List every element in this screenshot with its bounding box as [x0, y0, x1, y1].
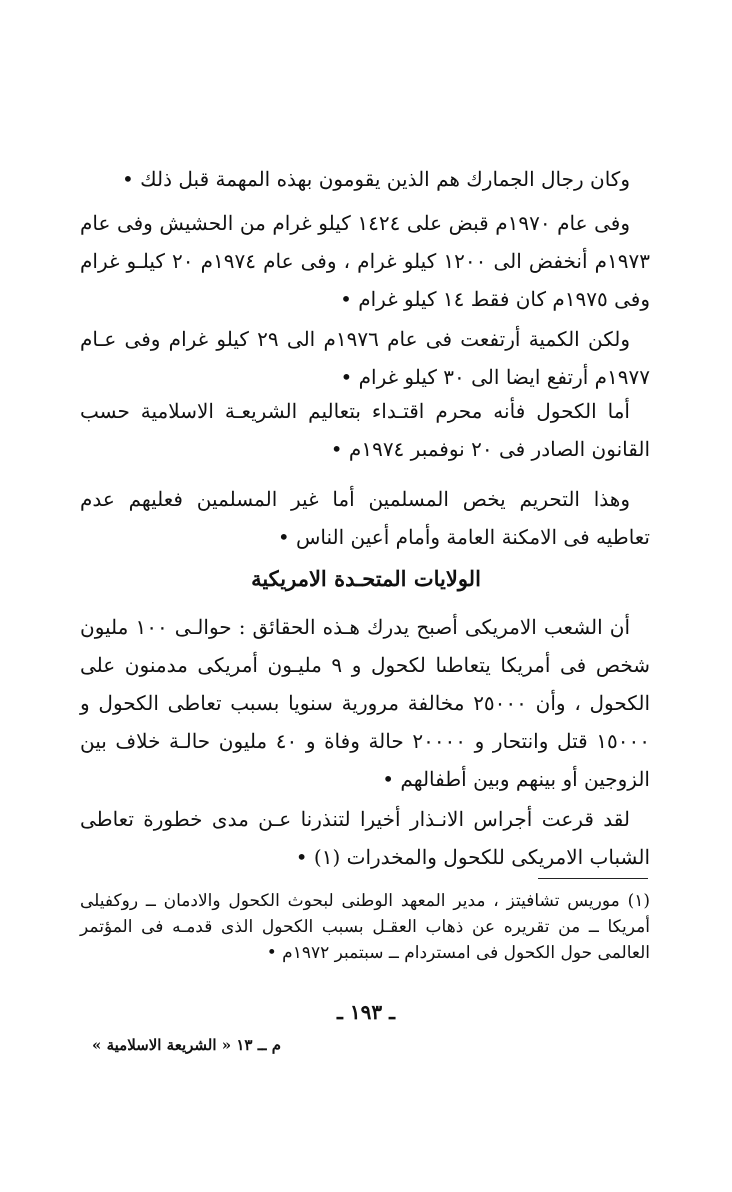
- signature-line: م ــ ١٣ « الشريعة الاسلامية »: [92, 1036, 281, 1054]
- paragraph-hashish-figures: [80, 204, 650, 318]
- paragraph-non-muslims: [80, 480, 650, 556]
- paragraph-american-statistics: [80, 608, 650, 798]
- paragraph-customs: [80, 160, 650, 198]
- paragraph-text: وكان رجال الجمارك هم الذين يقومون بهذه المهمة قبل ذلك •: [122, 167, 630, 191]
- footnote-divider: [538, 878, 648, 879]
- section-heading: الولايات المتحـدة الامريكية: [251, 566, 481, 591]
- paragraph-text: ولكن الكمية أرتفعت فى عام ١٩٧٦م الى ٢٩ كيلو غرام وفى عـام ١٩٧٧م أرتفع ايضا الى ٣٠ كيلو غرام •: [80, 327, 650, 389]
- paragraph-text: لقد قرعت أجراس الانـذار أخيرا لتنذرنا عـن مدى خطورة تعاطى الشباب الامريكى للكحول والمخدرات (١) •: [80, 807, 650, 869]
- paragraph-alcohol-prohibition: [80, 392, 650, 468]
- paragraph-alarm-bells: [80, 800, 650, 876]
- paragraph-text: أما الكحول فأنه محرم اقتـداء بتعاليم الشريعـة الاسلامية حسب القانون الصادر فى ٢٠ نوفمبر ١٩٧٤م •: [80, 399, 650, 461]
- paragraph-text: وفى عام ١٩٧٠م قبض على ١٤٢٤ كيلو غرام من الحشيش وفى عام ١٩٧٣م أنخفض الى ١٢٠٠ كيلو غرام ، وفى عام ١٩٧٤م ٢٠ كيلـو غرام وفى ١٩٧٥م كان فقط ١٤ كيلو غرام •: [80, 211, 650, 311]
- paragraph-text: أن الشعب الامريكى أصبح يدرك هـذه الحقائق : حوالـى ١٠٠ مليون شخص فى أمريكا يتعاطىا لكحول و ٩ مليـون أمريكى مدمنون على الكحول ، وأن ٢٥٠٠٠ مخالفة مرورية سنويا بسبب تعاطى الكحول و ١٥٠٠٠ قتل وانتحار و ٢٠٠٠٠ حالة وفاة و ٤٠ مليون حالـة خلاف بين الزوجين أو بينهم وبين أطفالهم •: [80, 615, 651, 791]
- footnote: (١) موريس تشافيتز ، مدير المعهد الوطنى لبحوث الكحول والادمان ــ روكفيلى أمريكا ــ من تقريره عن ذهاب العقـل بسبب الكحول الذى قدمـه فى المؤتمر العالمى حول الكحول فى امستردام ــ سبتمبر ١٩٧٢م •: [80, 891, 650, 963]
- page-number: ـ ١٩٣ ـ: [337, 1000, 395, 1024]
- paragraph-text: وهذا التحريم يخص المسلمين أما غير المسلمين فعليهم عدم تعاطيه فى الامكنة العامة وأمام أعين الناس •: [80, 487, 650, 549]
- paragraph-quantity-rise: [80, 320, 650, 396]
